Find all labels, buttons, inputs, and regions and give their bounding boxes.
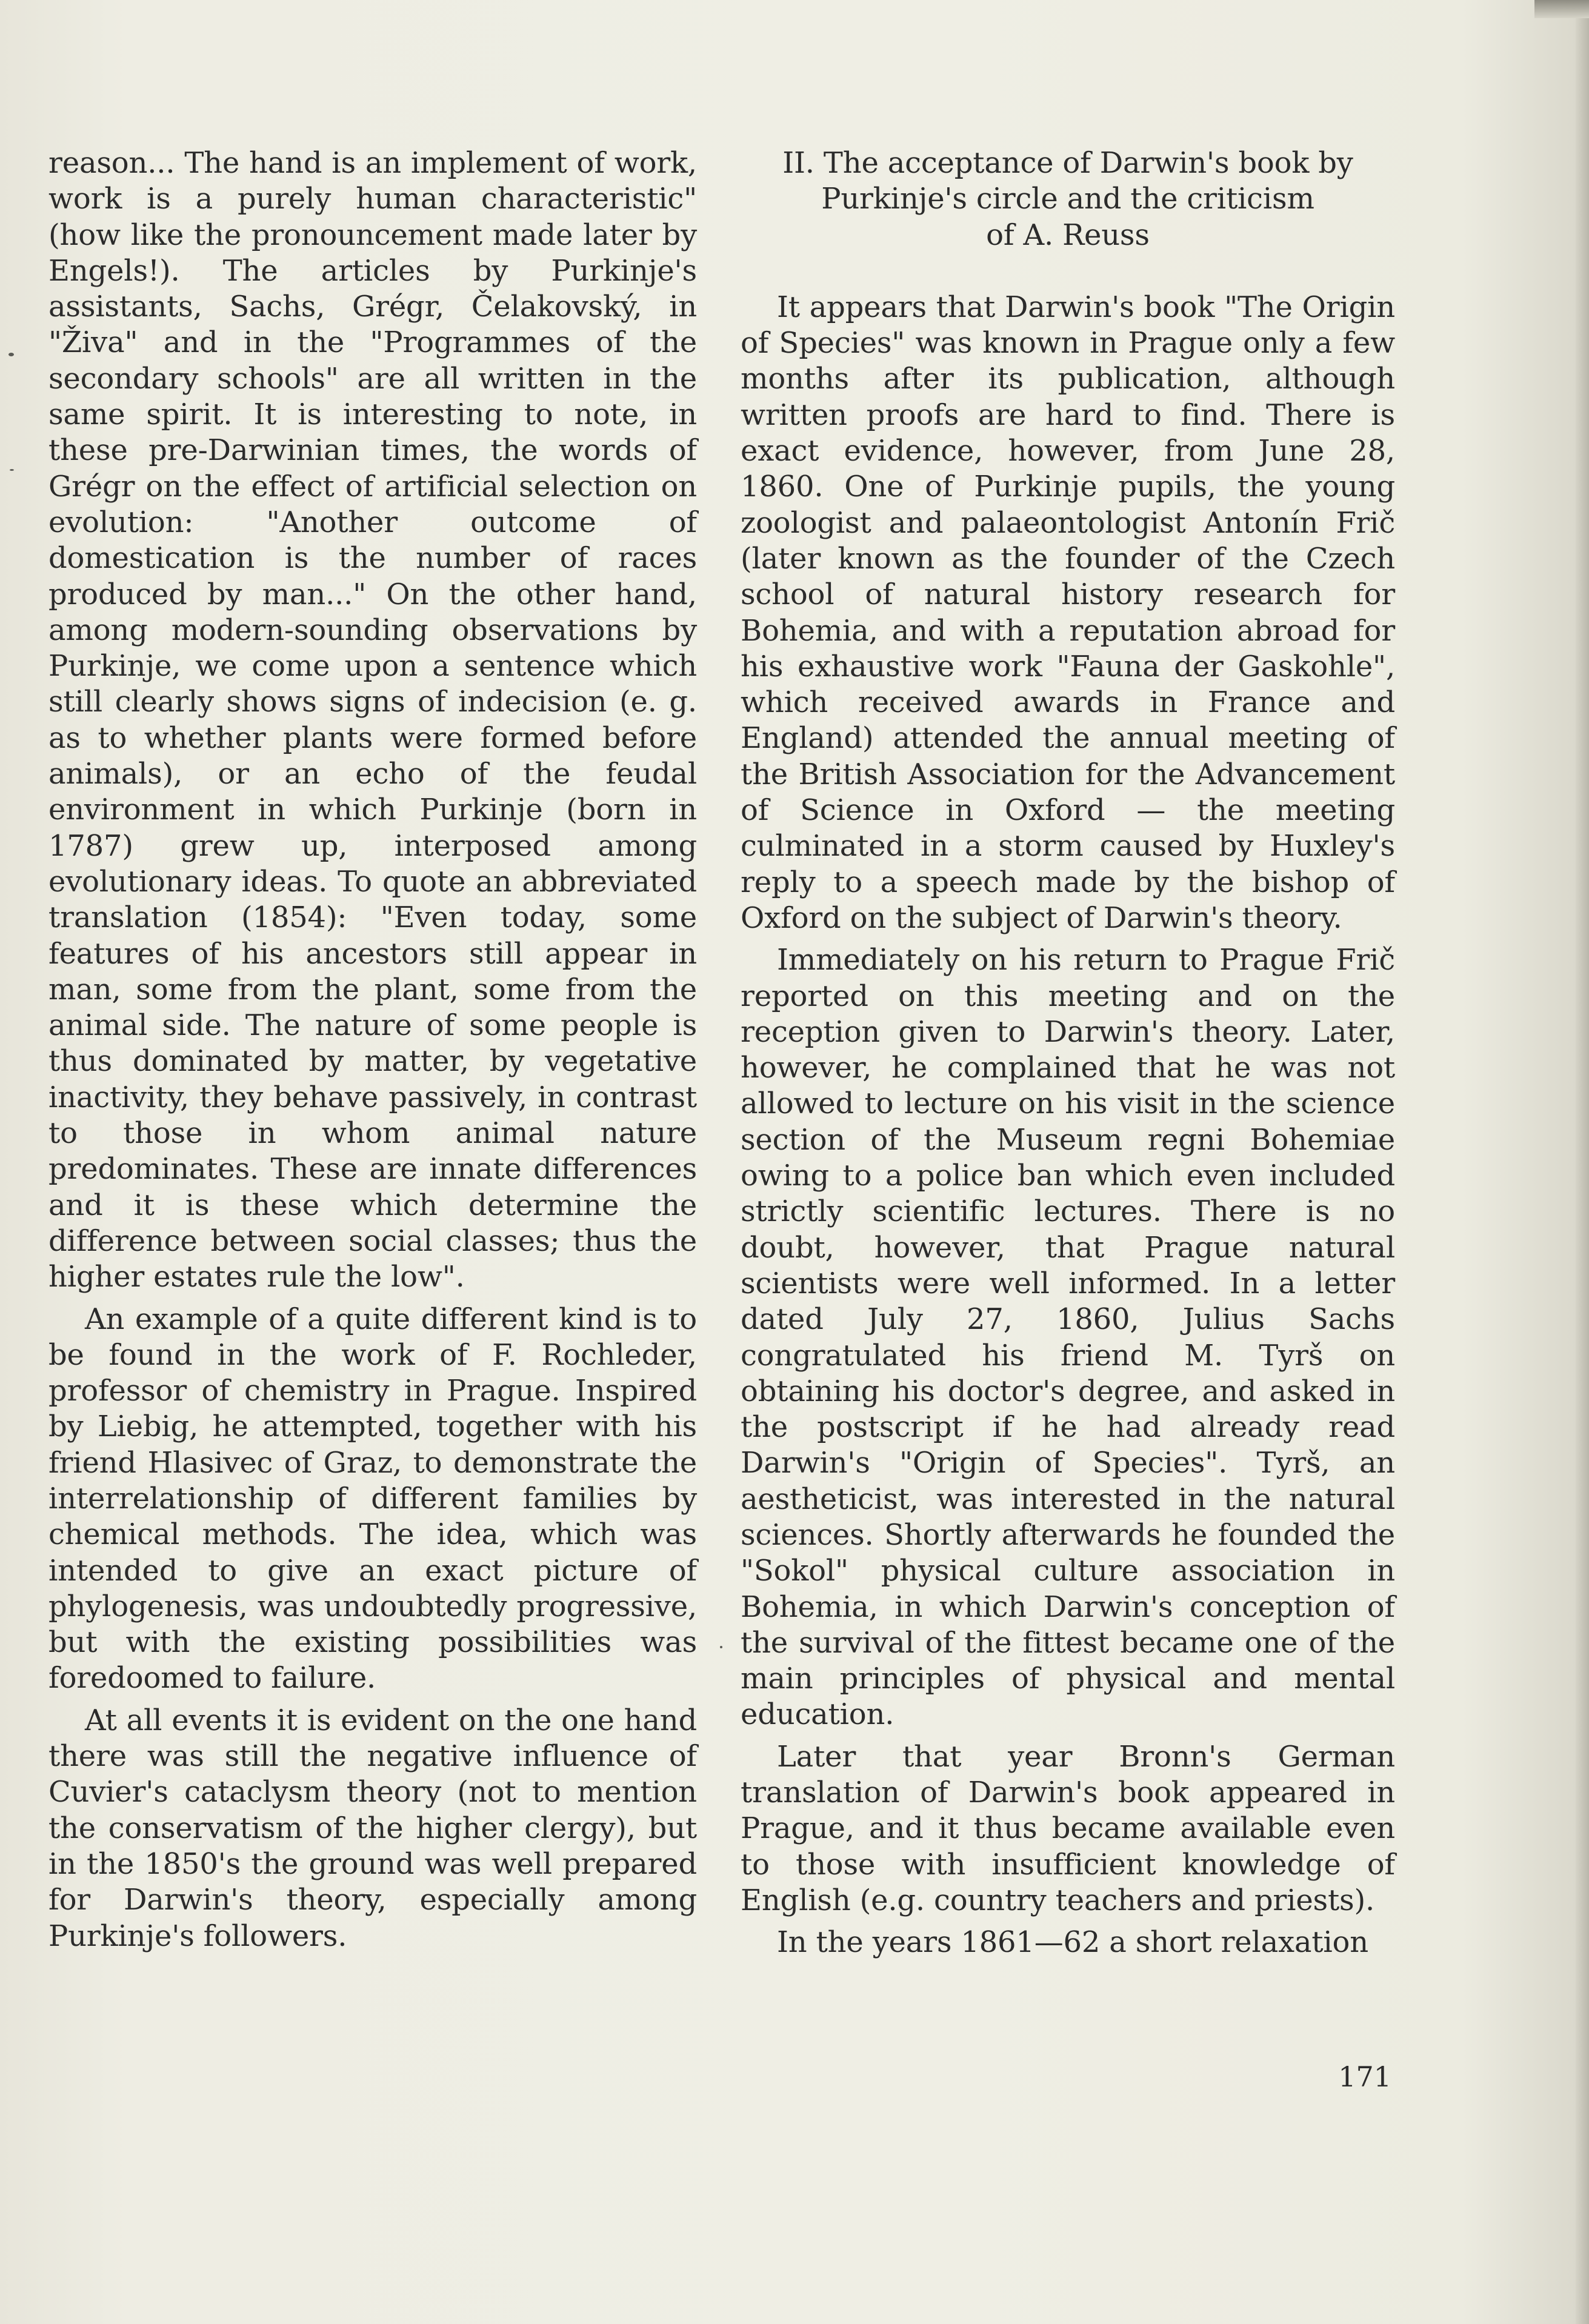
- section-heading: [741, 145, 1395, 253]
- section-heading-line: Purkinje's circle and the criticism: [821, 182, 1314, 216]
- right-column: [741, 145, 1395, 1961]
- page-edge-shadow: [1576, 0, 1589, 2324]
- paragraph: It appears that Darwin's book "The Origin of Species" was known in Prague only a few months after its publication, although written proofs are hard to find. There is exact evidence, however, from June 28, 1860. One of Purkinje pupils, the young zoologist and palaeontologist Antonín Frič (later known as the founder of the Czech school of natural history research for Bohemia, and with a reputation abroad for his exhaustive work "Fauna der Gaskohle", which received awards in France and England) attended the annual meeting of the British Association for the Advancement of Science in Oxford — the meeting culminated in a storm caused by Huxley's reply to a speech made by the bishop of Oxford on the subject of Darwin's theory.: [741, 290, 1395, 935]
- section-heading-line: of A. Reuss: [986, 218, 1150, 252]
- margin-speck: [720, 1646, 722, 1648]
- margin-speck: [8, 353, 14, 356]
- paragraph: Immediately on his return to Prague Frič reported on this meeting and on the reception given to Darwin's theory. Later, however, he complained that he was not allowed to lecture on his visit in the science section of the Museum regni Bohemiae owing to a police ban which even included strictly scientific lectures. There is no doubt, however, that Prague natural scientists were well informed. In a letter dated July 27, 1860, Julius Sachs congratulated his friend M. Tyrš on obtaining his doctor's degree, and asked in the postscript if he had already read Darwin's "Origin of Species". Tyrš, an aestheticist, was interested in the natural sciences. Shortly afterwards he founded the "Sokol" physical culture association in Bohemia, in which Darwin's conception of the survival of the fittest became one of the main principles of physical and mental education.: [741, 943, 1395, 1732]
- page-corner-shadow: [1534, 0, 1589, 18]
- margin-speck: [10, 469, 14, 471]
- paragraph: At all events it is evident on the one hand there was still the negative influence of Cuvier's cataclysm theory (not to mention the conservatism of the higher clergy), but in the 1850's the ground was well prepared for Darwin's theory, especially among Purkinje's followers.: [48, 1703, 697, 1953]
- section-heading-line: II. The acceptance of Darwin's book by: [782, 146, 1353, 180]
- paragraph: In the years 1861—62 a short relaxation: [777, 1925, 1368, 1960]
- page-number: 171: [1338, 2060, 1391, 2093]
- paragraph: reason... The hand is an implement of work, work is a purely human characteristic" (how like the pronouncement made later by Engels!). The articles by Purkinje's assistants, Sachs, Grégr, Čelakovský, in "Živa" and in the "Programmes of the secondary schools" are all written in the same spirit. It is interesting to note, in these pre-Darwinian times, the words of Grégr on the effect of artificial selection on evolution: "Another outcome of domestication is the number of races produced by man..." On the other hand, among modern-sounding observations by Purkinje, we come upon a sentence which still clearly shows signs of indecision (e. g. as to whether plants were formed before animals), or an echo of the feudal environment in which Purkinje (born in 1787) grew up, interposed among evolutionary ideas. To quote an abbreviated translation (1854): "Even today, some features of his ancestors still appear in man, some from the plant, some from the animal side. The nature of some people is thus dominated by matter, by vegetative inactivity, they behave passively, in contrast to those in whom animal nature predominates. These are innate differences and it is these which determine the difference between social classes; thus the higher estates rule the low".: [48, 146, 697, 1294]
- paragraph: Later that year Bronn's German translation of Darwin's book appeared in Prague, and it thus became available even to those with insufficient knowledge of English (e.g. country teachers and priests).: [741, 1739, 1395, 1917]
- paragraph: An example of a quite different kind is to be found in the work of F. Rochleder, professor of chemistry in Prague. Inspired by Liebig, he attempted, together with his friend Hlasivec of Graz, to demonstrate the interrelationship of different families by chemical methods. The idea, which was intended to give an exact picture of phylogenesis, was undoubtedly progressive, but with the existing possibilities was foredoomed to failure.: [48, 1302, 697, 1696]
- left-column: [48, 145, 697, 1954]
